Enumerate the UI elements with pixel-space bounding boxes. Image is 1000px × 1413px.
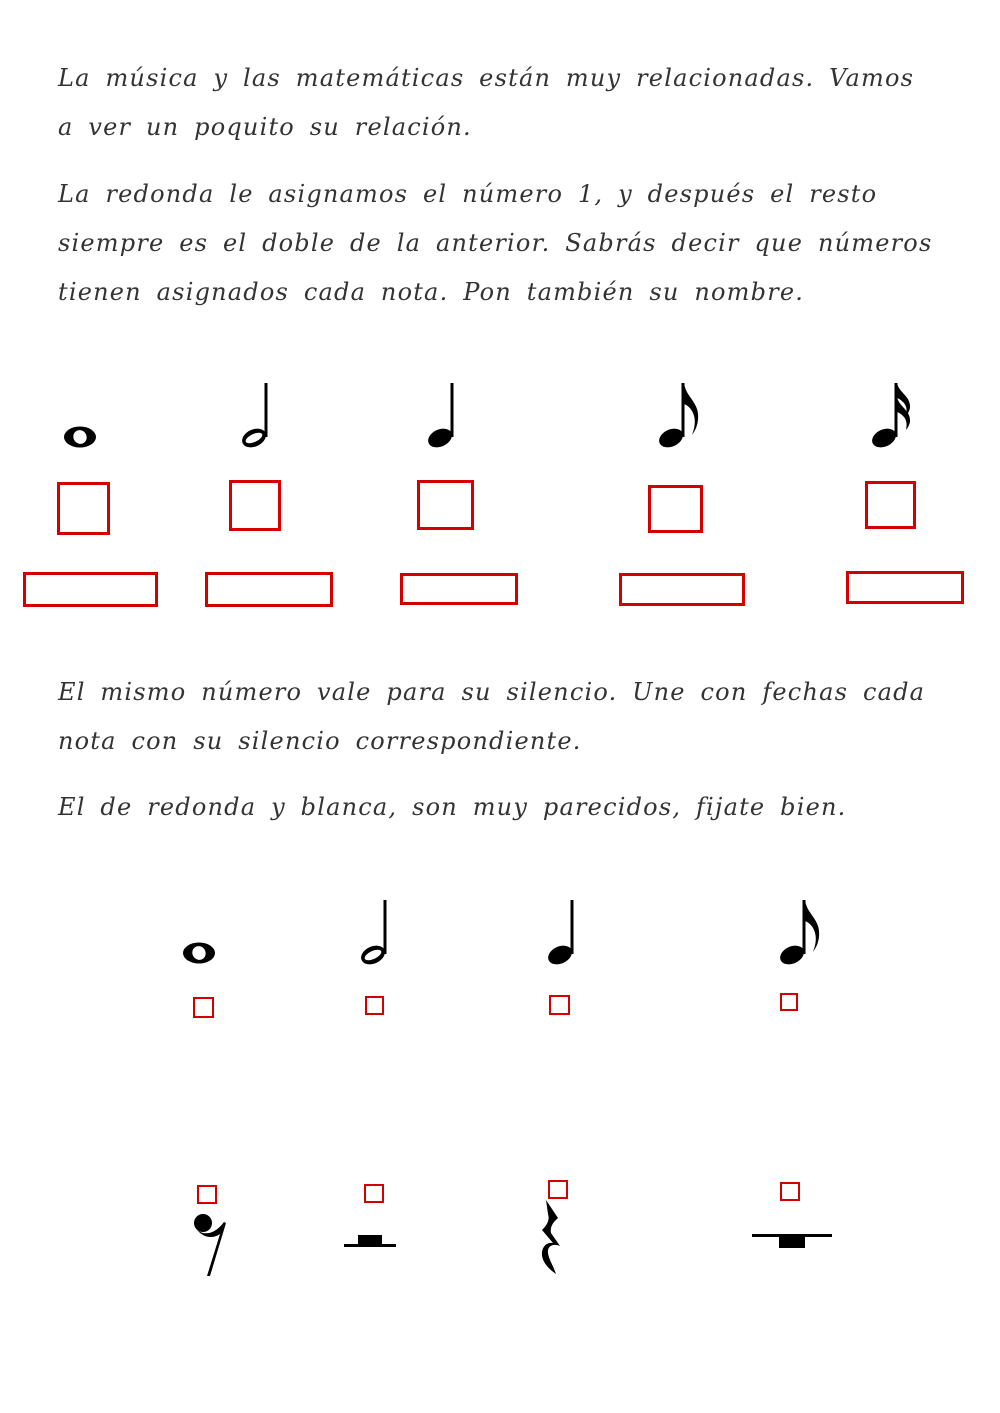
eighth-note-icon xyxy=(774,897,826,969)
note-name-box[interactable] xyxy=(846,571,964,604)
rest-connector-box[interactable] xyxy=(364,1184,384,1203)
silence-paragraph: El mismo número vale para su silencio. Une con fechas cada nota con su silencio correspondiente. xyxy=(58,678,926,755)
rest-connector-box[interactable] xyxy=(548,1180,568,1199)
half-note-icon xyxy=(236,380,276,452)
rest-connector-box[interactable] xyxy=(197,1185,217,1204)
instruction-paragraph: La redonda le asignamos el número 1, y después el resto siempre es el doble de la anterior. Sabrás decir que números tienen asignados cada nota. Pon también su nombre. xyxy=(58,180,933,306)
note-name-box[interactable] xyxy=(205,572,333,607)
note-connector-box[interactable] xyxy=(549,995,570,1015)
whole-note-icon xyxy=(181,940,217,966)
eighth-note-icon xyxy=(653,380,705,452)
note-number-box[interactable] xyxy=(648,485,703,533)
note-number-box[interactable] xyxy=(57,482,110,535)
note-number-box[interactable] xyxy=(417,480,474,530)
whole-rest-icon xyxy=(751,1232,833,1252)
eighth-rest-icon xyxy=(191,1210,233,1282)
whole-note-icon xyxy=(62,424,98,450)
rest-connector-box[interactable] xyxy=(780,1182,800,1201)
note-connector-box[interactable] xyxy=(780,993,798,1011)
hint-paragraph: El de redonda y blanca, son muy parecidos, fijate bien. xyxy=(58,793,847,821)
note-name-box[interactable] xyxy=(619,573,745,606)
quarter-note-icon xyxy=(422,380,462,452)
note-number-box[interactable] xyxy=(229,480,281,531)
note-connector-box[interactable] xyxy=(365,996,384,1015)
note-connector-box[interactable] xyxy=(193,997,214,1018)
intro-paragraph: La música y las matemáticas están muy relacionadas. Vamos a ver un poquito su relación. xyxy=(58,64,915,141)
half-rest-icon xyxy=(343,1232,397,1252)
quarter-rest-icon xyxy=(536,1198,566,1280)
note-number-box[interactable] xyxy=(865,481,916,529)
note-name-box[interactable] xyxy=(23,572,158,607)
half-note-icon xyxy=(355,897,395,969)
note-name-box[interactable] xyxy=(400,573,518,605)
quarter-note-icon xyxy=(542,897,582,969)
sixteenth-note-icon xyxy=(866,380,918,452)
